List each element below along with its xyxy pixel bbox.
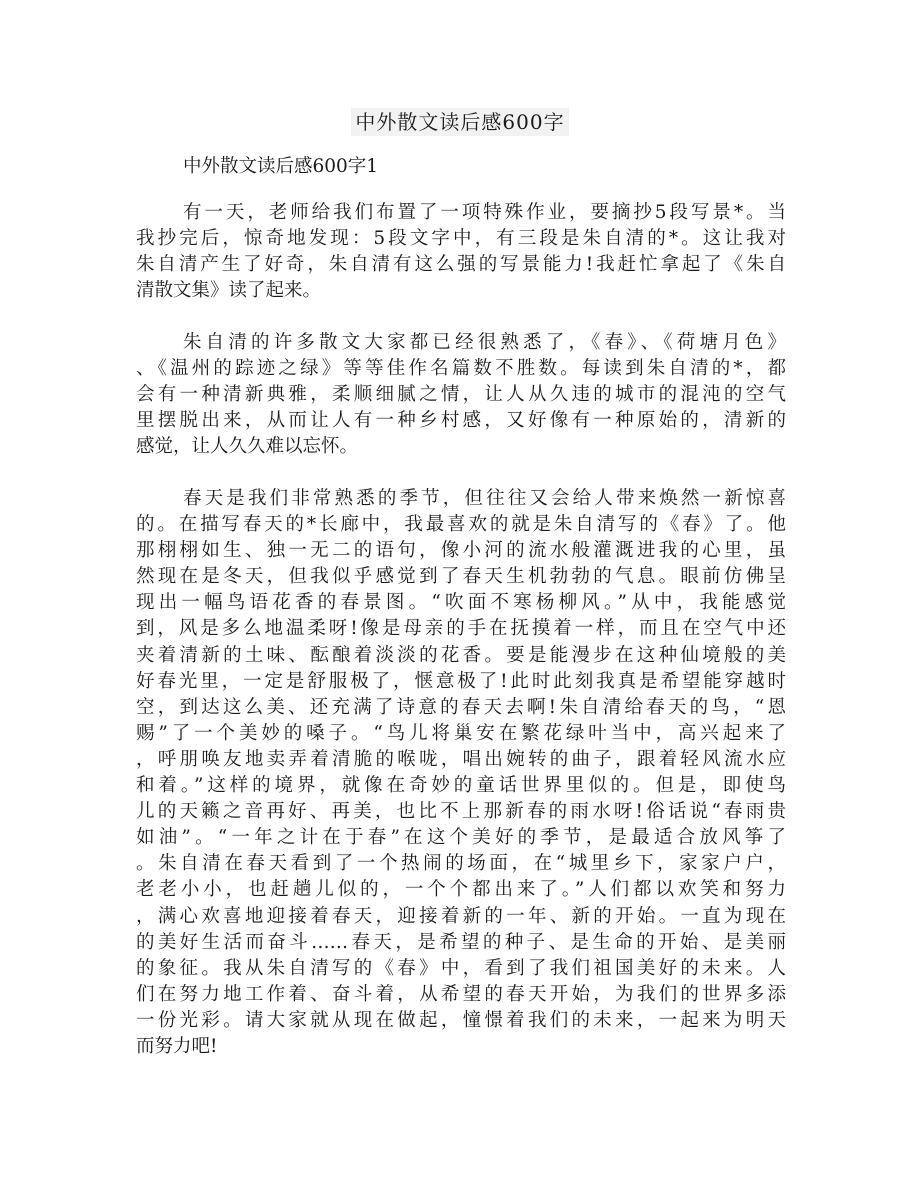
text-line: 好春光里，一定是舒服极了，惬意极了!此时此刻我真是希望能穿越时	[136, 670, 786, 692]
text-line: ，呼朋唤友地卖弄着清脆的喉咙，唱出婉转的曲子，跟着轻风流水应	[136, 748, 786, 770]
text-line: 的象征。我从朱自清写的《春》中，看到了我们祖国美好的未来。人	[136, 957, 786, 979]
text-line: 夹着清新的土味、酝酿着淡淡的花香。要是能漫步在这种仙境般的美	[136, 644, 786, 666]
text-line: 有一天，老师给我们布置了一项特殊作业，要摘抄5段写景*。当	[183, 202, 786, 223]
text-line: 会有一种清新典雅，柔顺细腻之情，让人从久违的城市的混沌的空气	[136, 384, 786, 406]
text-line: 一份光彩。请大家就从现在做起，憧憬着我们的未来，一起来为明天	[136, 1009, 786, 1031]
text-line: 的美好生活而奋斗……春天，是希望的种子、是生命的开始、是美丽	[136, 931, 786, 953]
text-line: 现出一幅鸟语花香的春景图。“吹面不寒杨柳风。”从中，我能感觉	[136, 592, 786, 614]
text-line: 们在努力地工作着、奋斗着，从希望的春天开始，为我们的世界多添	[136, 983, 786, 1005]
paragraph-2	[136, 330, 786, 460]
document-title: 中外散文读后感600字	[351, 108, 568, 136]
text-line: 清散文集》读了起来。	[136, 280, 322, 302]
text-line: 春天是我们非常熟悉的季节，但往往又会给人带来焕然一新惊喜	[183, 488, 786, 509]
text-line: 到，风是多么地温柔呀!像是母亲的手在抚摸着一样，而且在空气中还	[136, 618, 786, 640]
text-line: 朱自清的许多散文大家都已经很熟悉了，《春》、《荷塘月色》	[183, 332, 786, 353]
title-container	[0, 108, 920, 136]
text-line: 赐”了一个美妙的嗓子。“鸟儿将巢安在繁花绿叶当中，高兴起来了	[136, 722, 786, 744]
text-line: 空，到达这么美、还充满了诗意的春天去啊!朱自清给春天的鸟，“恩	[136, 696, 786, 718]
paragraph-3	[136, 486, 786, 1060]
text-line: 、《温州的踪迹之绿》等等佳作名篇数不胜数。每读到朱自清的*，都	[136, 358, 786, 380]
text-line: 和着。”这样的境界，就像在奇妙的童话世界里似的。但是，即使鸟	[136, 775, 786, 797]
text-line: 感觉，让人久久难以忘怀。	[136, 436, 359, 458]
text-line: 里摆脱出来，从而让人有一种乡村感，又好像有一种原始的，清新的	[136, 410, 786, 432]
text-line: 如油”。“一年之计在于春”在这个美好的季节，是最适合放风筝了	[136, 827, 786, 849]
text-line: 。朱自清在春天看到了一个热闹的场面，在“城里乡下，家家户户，	[136, 853, 786, 875]
text-line: 我抄完后，惊奇地发现：5段文字中，有三段是朱自清的*。这让我对	[136, 228, 786, 250]
section-heading: 中外散文读后感600字1	[183, 156, 379, 177]
text-line: 那栩栩如生、独一无二的语句，像小河的流水般灌溉进我的心里，虽	[136, 540, 786, 562]
text-line: 儿的天籁之音再好、再美，也比不上那新春的雨水呀!俗话说“春雨贵	[136, 801, 786, 823]
text-line: 而努力吧!	[136, 1035, 218, 1057]
text-line: 朱自清产生了好奇，朱自清有这么强的写景能力!我赶忙拿起了《朱自	[136, 254, 786, 276]
text-line: 然现在是冬天，但我似乎感觉到了春天生机勃勃的气息。眼前仿佛呈	[136, 566, 786, 588]
text-line: ，满心欢喜地迎接着春天，迎接着新的一年、新的开始。一直为现在	[136, 905, 786, 927]
text-line: 的。在描写春天的*长廊中，我最喜欢的就是朱自清写的《春》了。他	[136, 514, 786, 536]
paragraph-1	[136, 200, 786, 304]
text-line: 老老小小，也赶趟儿似的，一个个都出来了。”人们都以欢笑和努力	[136, 879, 786, 901]
